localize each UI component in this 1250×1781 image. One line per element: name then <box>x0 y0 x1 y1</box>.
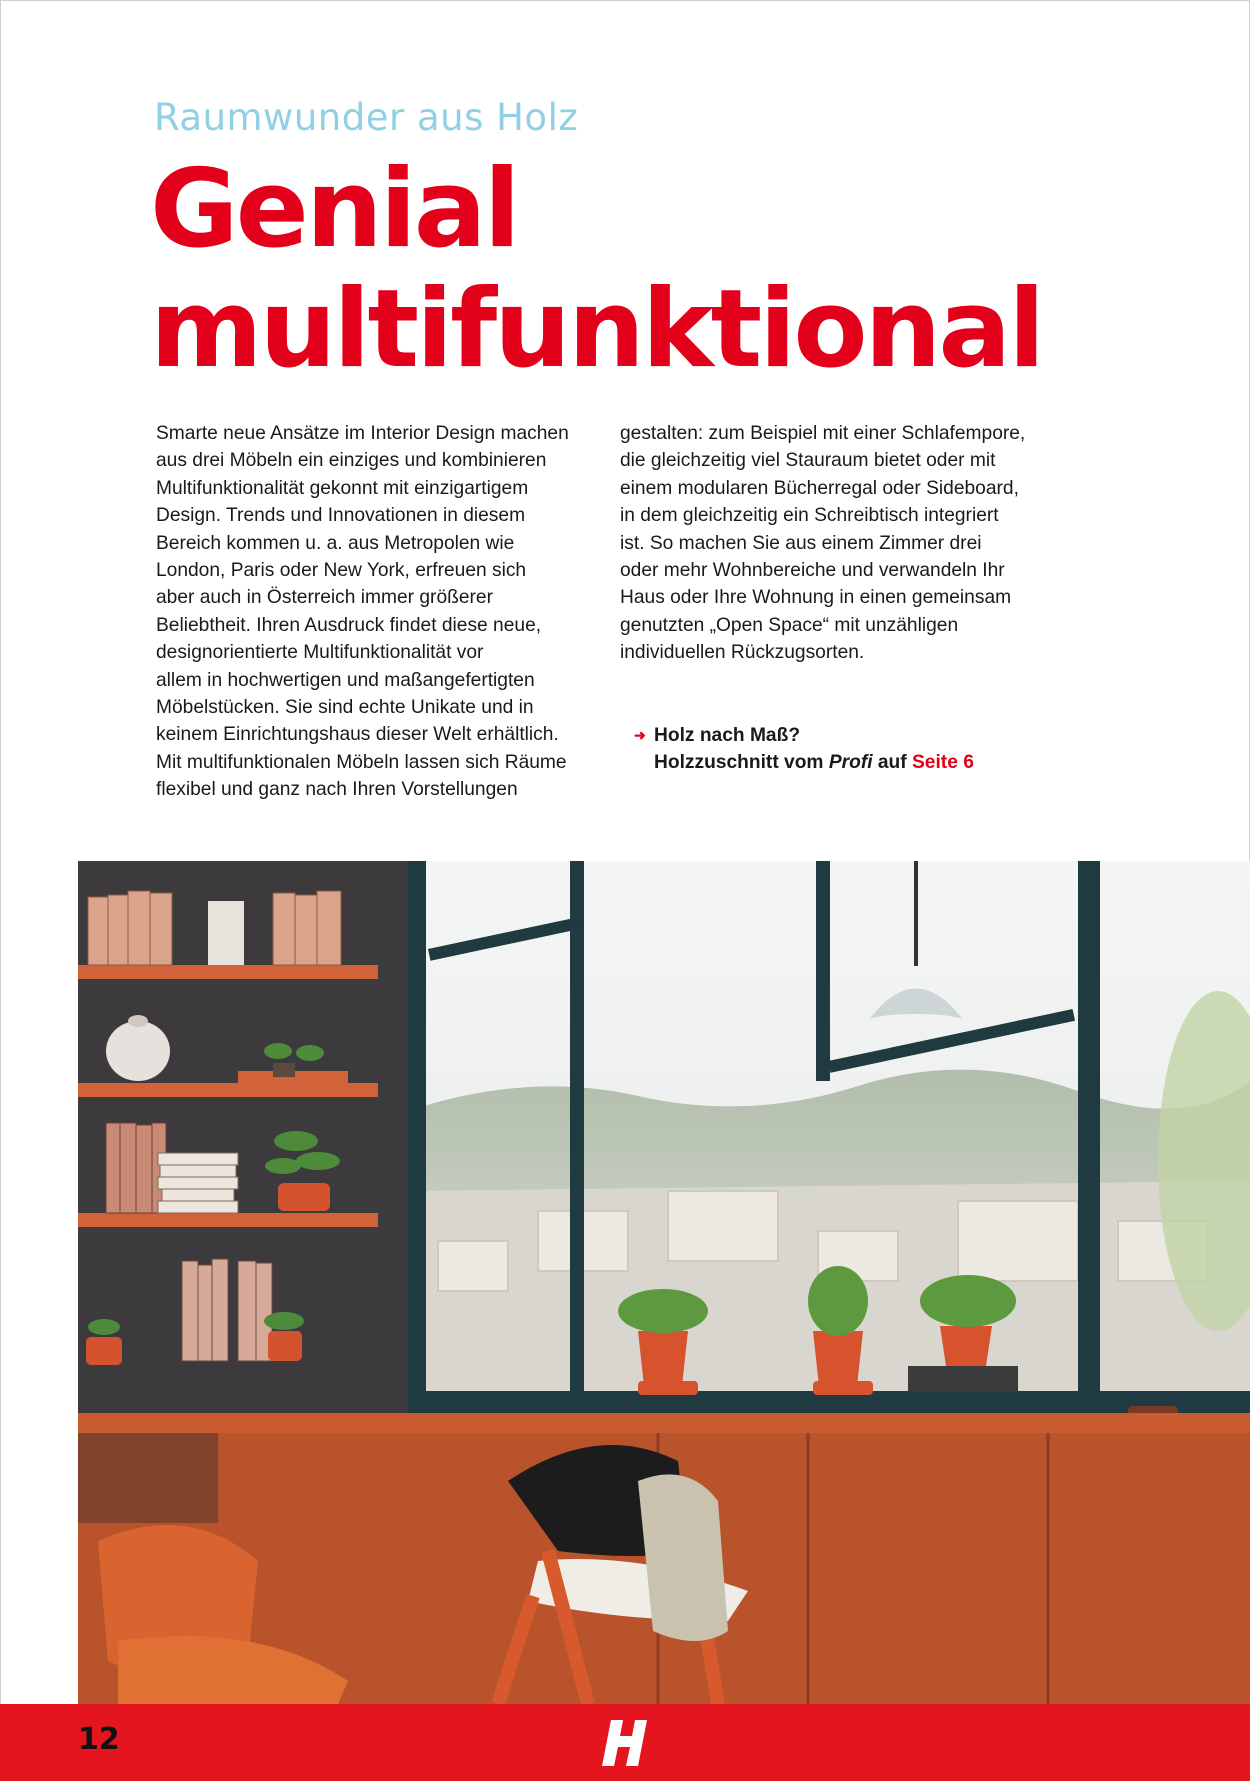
cross-reference-mid: auf <box>872 752 912 774</box>
cross-reference-prefix: Holzzuschnitt vom <box>654 752 829 774</box>
interior-photo-illustration <box>78 861 1250 1704</box>
hornbach-h-logo-icon <box>597 1716 653 1770</box>
page-number: 12 <box>78 1722 120 1757</box>
page-link[interactable]: Seite 6 <box>912 752 974 774</box>
arrow-right-icon: ➜ <box>634 727 646 743</box>
headline-line-1: Genial <box>150 147 518 272</box>
headline-line-2: multifunktional <box>150 267 1043 392</box>
body-text-left-column: Smarte neue Ansätze im Interior Design machen aus drei Möbeln ein einziges und kombinieren Multifunktionalität gekonnt mit einzigartigem Design. Trends und Innovationen in diesem Bereich kommen u. a. aus Metropolen wie London, Paris oder New York, erfreuen sich aber auch in Österreich immer größerer Beliebtheit. Ihren Ausdruck findet diese neue, designorientierte Multifunktionalität vor allem in hochwertigen und maßangefertigten Möbelstücken. Sie sind echte Unikate und in keinem Einrichtungshaus dieser Welt erhältlich. Mit multifunktionalen Möbeln lassen sich Räume flexibel und ganz nach Ihren Vorstellungen <box>156 423 569 801</box>
headline <box>150 147 1043 392</box>
cross-reference-detail <box>634 749 974 776</box>
cross-reference-title: Holz nach Maß? <box>654 725 801 746</box>
interior-photo <box>78 861 1250 1704</box>
cross-reference-brand: Profi <box>828 752 873 774</box>
kicker-text: Raumwunder aus Holz <box>154 96 579 139</box>
body-text-right-column: gestalten: zum Beispiel mit einer Schlafempore, die gleichzeitig viel Stauraum bietet oder mit einem modularen Bücherregal oder Sideboard, in dem gleichzeitig ein Schreibtisch integriert ist. So machen Sie aus einem Zimmer drei oder mehr Wohnbereiche und verwandeln Ihr Haus oder Ihre Wohnung in einen gemeinsam genutzten „Open Space“ mit unzähligen individuellen Rückzugsorten. <box>620 423 1026 664</box>
cross-reference <box>634 722 974 777</box>
